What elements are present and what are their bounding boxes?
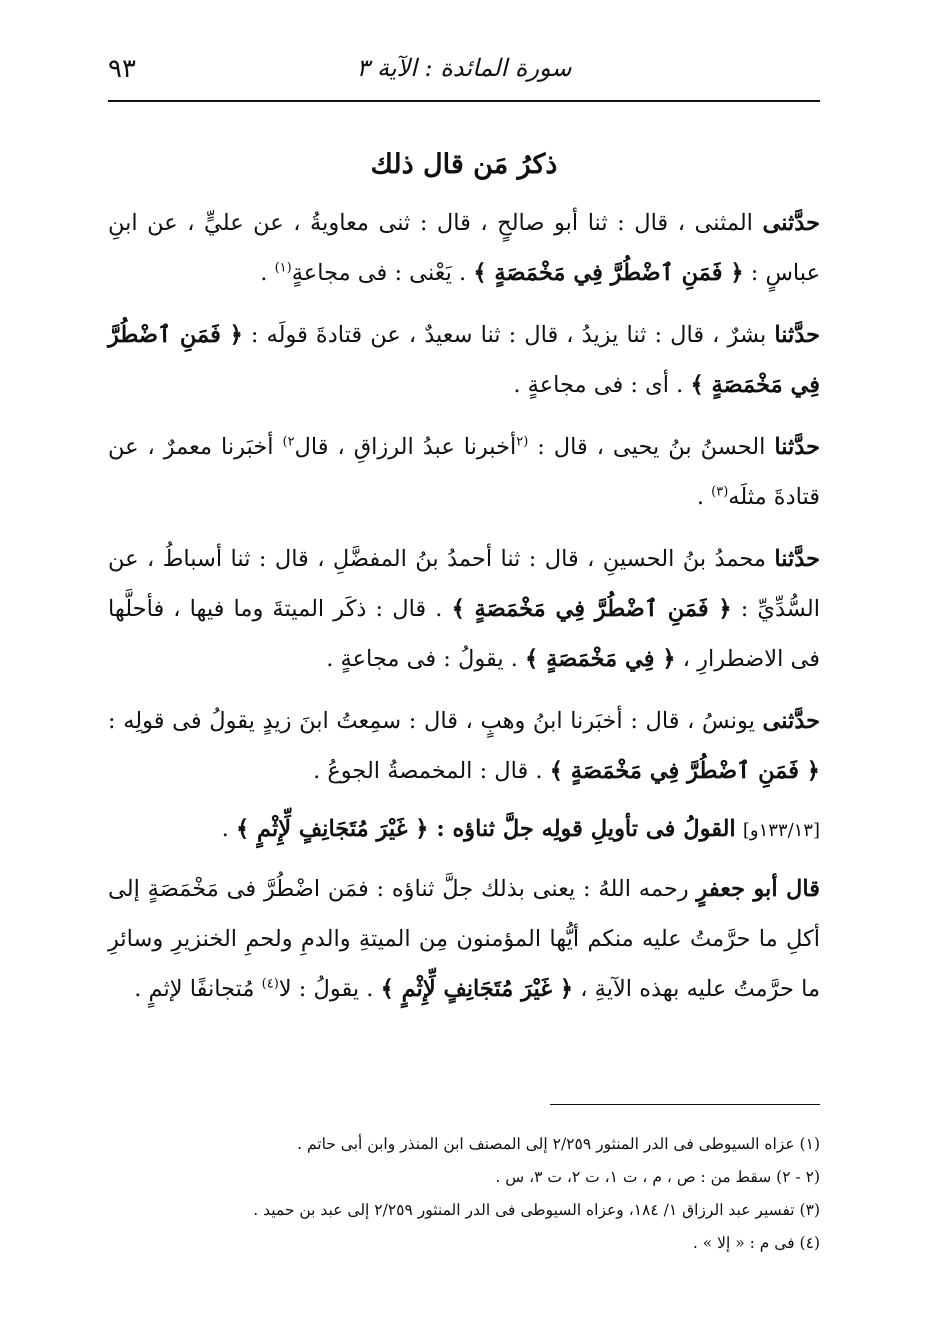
chapter-title: القولُ فى تأويلِ قولِه جلَّ ثناؤه : bbox=[428, 816, 736, 842]
footnote-4: (٤) فى م : « إلا » . bbox=[692, 1234, 820, 1252]
footnote-ref: (١) bbox=[274, 260, 292, 276]
chapter-heading bbox=[108, 804, 820, 856]
footnote-ref: ٢) bbox=[282, 434, 295, 450]
manuscript-folio-marker: [١٣٣/١٣و] bbox=[742, 820, 820, 841]
main-text bbox=[108, 140, 820, 1026]
footnote-ref: (٢ bbox=[516, 434, 529, 450]
paragraph-lead: قال أبو جعفرٍ bbox=[696, 876, 820, 902]
running-title: سورة المائدة : الآية ٣ bbox=[356, 54, 572, 82]
quran-quote: ﴿ فَمَنِ ٱضْطُرَّ فِي مَخْمَصَةٍ ﴾ bbox=[451, 596, 732, 622]
quran-quote: ﴿ فَمَنِ ٱضْطُرَّ فِي مَخْمَصَةٍ ﴾ bbox=[473, 260, 744, 286]
running-head bbox=[108, 52, 820, 92]
paragraph-text: . bbox=[696, 484, 712, 510]
paragraph-4 bbox=[108, 534, 820, 684]
section-heading: ذكرُ مَن قال ذلك bbox=[370, 149, 558, 180]
page-number: ٩٣ bbox=[108, 54, 136, 84]
footnotes bbox=[108, 1128, 820, 1260]
paragraph-1 bbox=[108, 198, 820, 298]
paragraph-text: أخبَرنا معمرٌ ، عن قتادةَ مثلَه bbox=[108, 434, 820, 510]
paragraph-6 bbox=[108, 864, 820, 1014]
quran-quote: ﴿ فَمَنِ ٱضْطُرَّ فِي مَخْمَصَةٍ ﴾ bbox=[549, 758, 820, 784]
paragraph-3 bbox=[108, 422, 820, 522]
paragraph-text: . bbox=[221, 816, 236, 842]
paragraph-text: بشرٌ ، قال : ثنا يزيدُ ، قال : ثنا سعيدٌ ، عن قتادةَ قولَه : bbox=[242, 322, 775, 348]
quran-quote: ﴿ غَيْرَ مُتَجَانِفٍ لِّإِثْمٍ ﴾ bbox=[380, 976, 574, 1002]
footnote-1: (١) عزاه السيوطى فى الدر المنثور ٢/٢٥٩ إلى المصنف ابن المنذر وابن أبى حاتم . bbox=[297, 1135, 820, 1153]
paragraph-text: . يقولُ : لا bbox=[278, 976, 381, 1002]
paragraph-lead: حدَّثنا bbox=[774, 434, 821, 460]
paragraph-text: رحمه اللهُ : يعنى بذلك جلَّ ثناؤه : فمَن اضْطُرَّ فى مَخْمَصَةٍ إلى أكلِ ما حرَّمتُ عليه منكم أيُّها المؤمنون مِن الميتةِ والدمِ ولحمِ الخنزيرِ وسائرِ ما حرَّمتُ عليه بهذه الآيةِ ، bbox=[108, 876, 820, 1002]
quran-quote: ﴿ غَيْرَ مُتَجَانِفٍ لِّإِثْمٍ ﴾ bbox=[235, 816, 429, 842]
paragraph-text: يونسُ ، قال : أخبَرنا ابنُ وهبٍ ، قال : سمِعتُ ابنَ زيدٍ يقولُ فى قولِه : bbox=[108, 708, 763, 734]
paragraph-lead: حدَّثنى bbox=[762, 708, 820, 734]
paragraph-text: الحسنُ بنُ يحيى ، قال : bbox=[528, 434, 775, 460]
paragraph-text: . قال : المخمصةُ الجوعُ . bbox=[313, 758, 550, 784]
paragraph-text: . أى : فى مجاعةٍ . bbox=[513, 372, 691, 398]
footnote-ref: (٤) bbox=[261, 976, 279, 992]
footnote-rule bbox=[550, 1104, 820, 1105]
quran-quote: ﴿ فِي مَخْمَصَةٍ ﴾ bbox=[525, 646, 676, 672]
paragraph-text: . يَعْنى : فى مجاعةٍ bbox=[291, 260, 474, 286]
paragraph-lead: حدَّثنى bbox=[762, 210, 820, 236]
footnote-ref: (٣) bbox=[711, 484, 729, 500]
paragraph-2 bbox=[108, 310, 820, 410]
header-rule bbox=[108, 100, 820, 102]
quran-quote: ﴿ فَمَنِ ٱضْطُرَّ فِي مَخْمَصَةٍ ﴾ bbox=[108, 322, 820, 398]
footnote-2: (٢ - ٢) سقط من : ص ، م ، ت ١، ت ٢، ت ٣، س . bbox=[495, 1168, 820, 1186]
paragraph-text: محمدُ بنُ الحسينِ ، قال : ثنا أحمدُ بنُ المفضَّلِ ، قال : ثنا أسباطُ ، عن السُّدِّيِّ : bbox=[108, 546, 820, 622]
paragraph-text: . bbox=[260, 260, 275, 286]
paragraph-text: . يقولُ : فى مجاعةٍ . bbox=[326, 646, 526, 672]
paragraph-5 bbox=[108, 696, 820, 796]
paragraph-lead: حدَّثنا bbox=[774, 546, 820, 572]
paragraph-lead: حدَّثنا bbox=[774, 322, 820, 348]
paragraph-text: . قال : ذكَر الميتةَ وما فيها ، فأحلَّها فى الاضطرارِ ، bbox=[108, 596, 820, 672]
paragraph-text: أخبرنا عبدُ الرزاقِ ، قال bbox=[294, 434, 517, 460]
footnote-3: (٣) تفسير عبد الرزاق ١/ ١٨٤، وعزاه السيوطى فى الدر المنثور ٢/٢٥٩ إلى عبد بن حميد . bbox=[253, 1201, 820, 1219]
paragraph-text: المثنى ، قال : ثنا أبو صالحٍ ، قال : ثنى معاويةُ ، عن عليٍّ ، عن ابنِ عباسٍ : bbox=[108, 210, 820, 286]
paragraph-text: مُتجانفًا لإثمٍ . bbox=[134, 976, 262, 1002]
